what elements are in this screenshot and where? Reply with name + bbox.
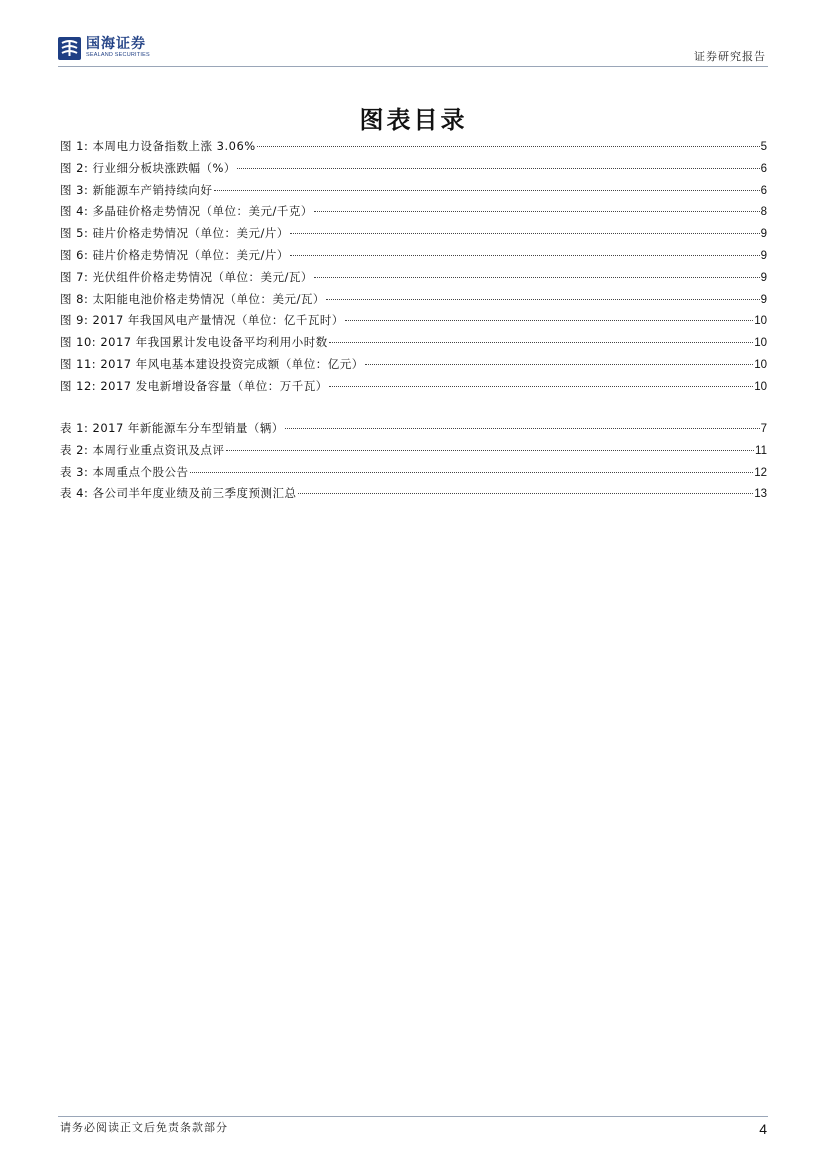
page-header (58, 36, 768, 67)
toc-leader-dots (190, 472, 754, 473)
tables-toc (60, 421, 767, 508)
toc-entry-table-3[interactable] (60, 465, 767, 487)
toc-entry-page: 10 (754, 315, 767, 328)
toc-entry-label: 图 3: 新能源车产销持续向好 (60, 182, 213, 197)
toc-entry-label: 图 12: 2017 发电新增设备容量（单位：万千瓦） (60, 378, 328, 393)
toc-entry-page: 10 (754, 358, 767, 371)
toc-entry-page: 5 (760, 141, 767, 153)
toc-leader-dots (345, 320, 753, 321)
toc-leader-dots (314, 211, 760, 212)
page-title: 图表目录 (359, 105, 468, 134)
toc-leader-dots (226, 450, 755, 451)
logo-chinese-name: 国海证券 (86, 36, 146, 52)
toc-entry-table-2[interactable] (60, 443, 767, 465)
toc-entry-page: 6 (760, 184, 767, 197)
toc-entry-label: 图 6: 硅片价格走势情况（单位：美元/片） (60, 247, 289, 262)
toc-entry-page: 10 (754, 380, 767, 393)
toc-entry-figure-1[interactable] (60, 139, 767, 161)
toc-entry-figure-3[interactable] (60, 183, 767, 205)
toc-entry-label: 图 7: 光伏组件价格走势情况（单位：美元/瓦） (60, 269, 313, 284)
toc-entry-label: 图 4: 多晶硅价格走势情况（单位：美元/千克） (60, 204, 313, 219)
toc-entry-figure-6[interactable] (60, 248, 767, 270)
toc-entry-table-4[interactable] (60, 486, 767, 508)
toc-entry-page: 8 (760, 206, 767, 219)
toc-entry-page: 9 (760, 249, 767, 262)
toc-entry-label: 表 2: 本周行业重点资讯及点评 (60, 442, 225, 457)
footer-divider (58, 1116, 768, 1117)
toc-entry-page: 13 (754, 488, 767, 501)
logo-english-name: SEALAND SECURITIES (86, 52, 150, 58)
toc-entry-figure-2[interactable] (60, 161, 767, 183)
toc-entry-label: 图 10: 2017 年我国累计发电设备平均利用小时数 (60, 335, 328, 350)
figures-toc (60, 139, 767, 401)
toc-leader-dots (237, 168, 760, 169)
toc-entry-table-1[interactable] (60, 421, 767, 443)
toc-entry-figure-9[interactable] (60, 313, 767, 335)
toc-leader-dots (298, 493, 754, 494)
toc-entry-label: 图 11: 2017 年风电基本建设投资完成额（单位：亿元） (60, 356, 364, 371)
toc-entry-page: 9 (760, 293, 767, 306)
toc-entry-label: 图 2: 行业细分板块涨跌幅（%） (60, 160, 236, 175)
toc-leader-dots (329, 386, 753, 387)
report-type-label: 证券研究报告 (694, 50, 766, 63)
toc-leader-dots (285, 428, 760, 429)
toc-entry-figure-7[interactable] (60, 270, 767, 292)
page-number: 4 (759, 1121, 767, 1137)
company-logo (58, 37, 150, 60)
toc-entry-page: 11 (755, 444, 767, 457)
toc-leader-dots (290, 255, 760, 256)
toc-leader-dots (214, 190, 760, 191)
toc-entry-label: 表 1: 2017 年新能源车分车型销量（辆） (60, 421, 284, 435)
footer-disclaimer: 请务必阅读正文后免责条款部分 (60, 1121, 228, 1134)
toc-entry-page: 9 (760, 228, 767, 241)
toc-entry-page: 7 (760, 423, 767, 435)
toc-entry-figure-4[interactable] (60, 204, 767, 226)
toc-entry-figure-10[interactable] (60, 335, 767, 357)
toc-entry-label: 图 1: 本周电力设备指数上涨 3.06% (60, 139, 256, 153)
toc-entry-figure-5[interactable] (60, 226, 767, 248)
toc-entry-page: 12 (754, 466, 767, 479)
toc-entry-label: 表 4: 各公司半年度业绩及前三季度预测汇总 (60, 486, 297, 501)
toc-entry-label: 图 9: 2017 年我国风电产量情况（单位：亿千瓦时） (60, 313, 344, 328)
toc-leader-dots (365, 364, 753, 365)
toc-entry-figure-8[interactable] (60, 292, 767, 314)
toc-entry-label: 图 5: 硅片价格走势情况（单位：美元/片） (60, 226, 289, 241)
toc-entry-figure-11[interactable] (60, 357, 767, 379)
toc-leader-dots (290, 233, 760, 234)
toc-entry-page: 9 (760, 271, 767, 284)
toc-entry-page: 6 (760, 162, 767, 175)
toc-leader-dots (329, 342, 753, 343)
toc-leader-dots (326, 299, 760, 300)
toc-entry-figure-12[interactable] (60, 379, 767, 401)
sealand-logo-icon (58, 37, 81, 60)
toc-entry-page: 10 (754, 337, 767, 350)
toc-entry-label: 图 8: 太阳能电池价格走势情况（单位：美元/瓦） (60, 291, 325, 306)
toc-leader-dots (314, 277, 760, 278)
toc-entry-label: 表 3: 本周重点个股公告 (60, 464, 189, 479)
toc-leader-dots (257, 146, 760, 147)
